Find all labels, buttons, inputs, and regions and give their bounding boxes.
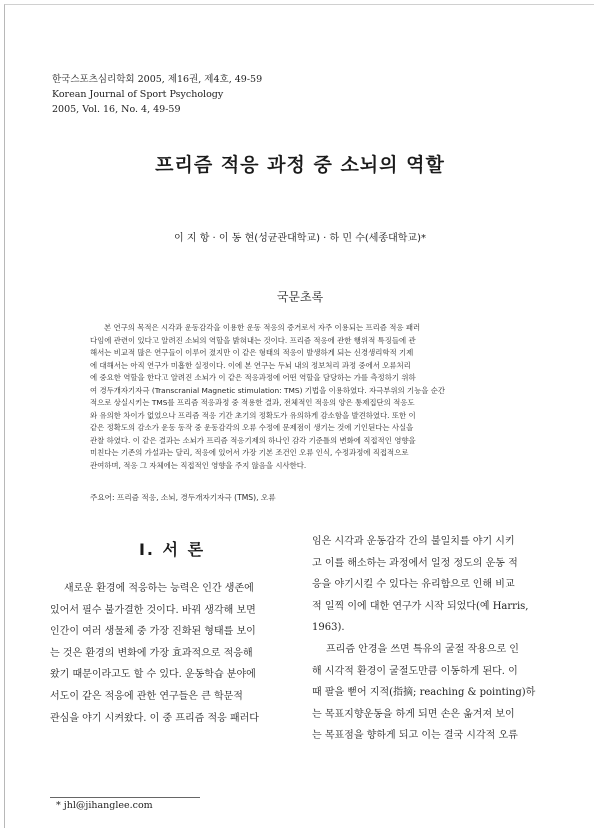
abstract-line: 관여하며, 적응 그 자체에는 직접적인 영향을 주지 않음을 시사한다.: [90, 460, 307, 470]
section-heading: I. 서 론: [138, 540, 206, 559]
journal-volume: 2005, Vol. 16, No. 4, 49-59: [52, 104, 181, 115]
abstract-body: [90, 322, 530, 472]
body-line: 는 목표점을 향하게 되고 이는 결국 시각적 오류: [312, 730, 518, 742]
body-line: 는 것은 환경의 변화에 가장 효과적으로 적응해: [50, 647, 253, 659]
journal-korean: 한국스포츠심리학회 2005, 제16권, 제4호, 49-59: [52, 74, 263, 85]
body-line: 임은 시각과 운동감각 간의 불일치를 야기 시키: [312, 536, 515, 547]
body-line: 적 일찍 이에 대한 연구가 시작 되었다(예 Harris,: [312, 600, 529, 612]
body-line: 는 목표지향운동을 하게 되면 손은 옮겨져 보이: [312, 708, 515, 720]
body-line: 1963).: [312, 622, 345, 634]
body-line: 왔기 때문이라고도 할 수 있다. 운동학습 분야에: [50, 669, 256, 681]
keywords: 주요어: 프리즘 적응, 소뇌, 경두개자기자극 (TMS), 오류: [90, 493, 276, 502]
abstract-heading: 국문초록: [276, 290, 324, 304]
journal-english: Korean Journal of Sport Psychology: [52, 89, 224, 100]
abstract-line: 같은 정확도의 감소가 운동 동작 중 운동감각의 오류 수정에 문제점이 생기는 것에 기인된다는 사실을: [90, 423, 414, 432]
body-line: 인간이 여러 생물체 중 가장 진화된 형태를 보이: [50, 626, 256, 638]
journal-info: [52, 72, 262, 117]
abstract-line: 에 대해서는 아직 연구가 미흡한 실정이다. 이에 본 연구는 두뇌 내의 정보처리 과정 중에서 오류처리: [90, 360, 411, 370]
abstract-line: 에 중요한 역할을 한다고 알려진 소뇌가 이 같은 적응과정에 어떤 역할을 담당하는 가를 측정하기 위하: [90, 373, 416, 382]
abstract-line: 와 유의한 차이가 없었으나 프리즘 적응 기간 초기의 정확도가 유의하게 감소함을 발견하였다. 또한 이: [90, 410, 416, 420]
body-line: 때 팔을 뻗어 지적(指摘; reaching & pointing)하: [312, 687, 536, 699]
body-column-left: [50, 578, 295, 729]
body-line: 관심을 야기 시켜왔다. 이 중 프리즘 적응 패러다: [50, 712, 259, 724]
body-line: 해 시각적 환경이 굴절도만큼 이동하게 된다. 이: [312, 665, 518, 677]
abstract-line: 다임에 관련이 있다고 알려진 소뇌의 역할을 밝혀내는 것이다. 프리즘 적응에 관한 행위적 특징들에 관: [90, 335, 416, 345]
body-line: 새로운 환경에 적응하는 능력은 인간 생존에: [64, 583, 254, 594]
body-line: 서도이 같은 적응에 관한 연구들은 큰 학문적: [50, 690, 243, 702]
body-column-right: [312, 531, 556, 747]
abstract-line: 관찰 하였다. 이 같은 결과는 소뇌가 프리즘 적응기제의 하나인 감각 기준틀의 변화에 직접적인 영향을: [90, 435, 416, 445]
authors-line: 이 지 항 · 이 동 현(성균관대학교) · 하 민 수(세종대학교)*: [174, 233, 426, 244]
body-line: 응을 야기시킬 수 있다는 유리함으로 인해 비교: [312, 579, 515, 591]
abstract-line: 미친다는 기존의 가설과는 달리, 적응에 있어서 가장 기본 조건인 오류 인식, 수정과정에 직접적으로: [90, 448, 409, 457]
footnote-email: * jhl@jihanglee.com: [56, 800, 153, 811]
body-line: 고 이를 해소하는 과정에서 일정 정도의 운동 적: [312, 557, 518, 569]
abstract-line: 본 연구의 목적은 시각과 운동감각을 이용한 운동 적응의 증거로서 자주 이용되는 프리즘 적응 패러: [104, 323, 421, 332]
abstract-line: 해서는 비교적 많은 연구들이 이루어 졌지만 이 같은 형태의 적응이 발생하게 되는 신경생리학적 기제: [90, 348, 414, 357]
paper-title: 프리즘 적응 과정 중 소뇌의 역할: [155, 154, 445, 176]
body-line: 있어서 필수 불가결한 것이다. 바꿔 생각해 보면: [50, 604, 256, 616]
footnote-divider: [50, 797, 200, 798]
body-line: 프리즘 안경을 쓰면 특유의 굴절 작용으로 인: [326, 643, 519, 655]
abstract-line: 여 경두개자기자극 (Transcranial Magnetic stimulation: TMS) 기법을 이용하였다. 자극부위의 기능을 순간: [90, 385, 446, 395]
abstract-line: 적으로 상실시키는 TMS를 프리즘 적응과정 중 적용한 결과, 전체적인 적응의 양은 통제집단의 적응도: [90, 398, 415, 407]
